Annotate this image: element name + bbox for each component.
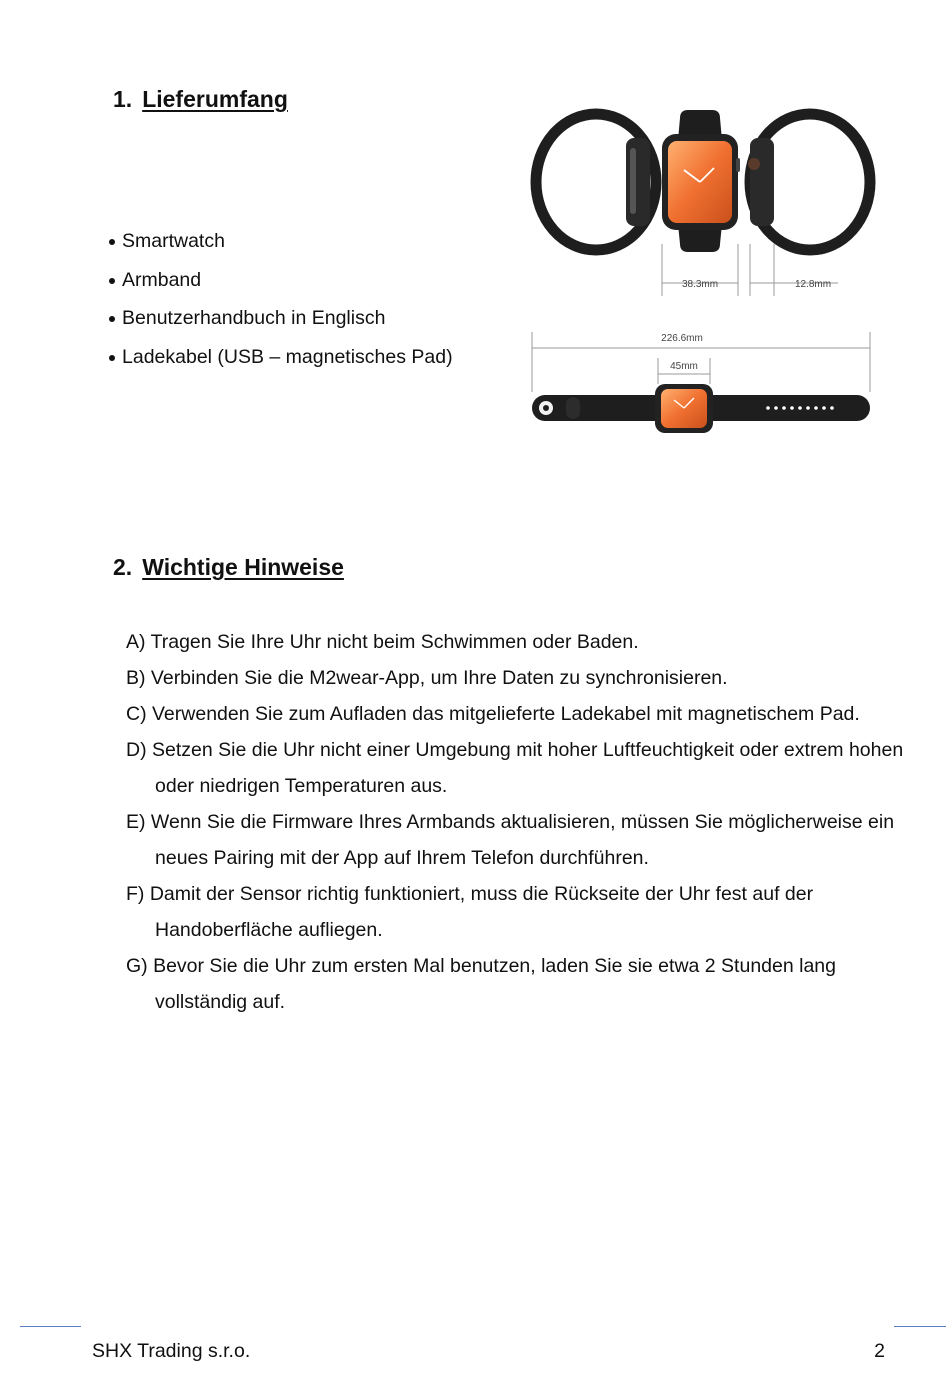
package-contents-list	[104, 222, 453, 376]
section-number: 1.	[113, 86, 133, 112]
bullet-icon	[109, 355, 115, 361]
section-heading-wichtige-hinweise	[113, 553, 344, 581]
note-item: B) Verbinden Sie die M2wear-App, um Ihre Daten zu synchronisieren.	[126, 667, 728, 689]
svg-text:38.3mm: 38.3mm	[681, 279, 719, 290]
list-item: Armband	[104, 261, 453, 300]
dimension-total-length	[532, 332, 870, 392]
svg-text:226.6mm: 226.6mm	[661, 333, 703, 344]
page-number: 2	[874, 1340, 885, 1362]
bullet-icon	[109, 239, 115, 245]
section-title: Wichtige Hinweise	[142, 554, 344, 580]
list-item: Smartwatch	[104, 222, 453, 261]
bullet-icon	[109, 278, 115, 284]
note-item: D) Setzen Sie die Uhr nicht einer Umgebung mit hoher Luftfeuchtigkeit oder extrem hohen oder niedrigen Temperaturen aus.	[126, 739, 904, 797]
watch-side-view-left	[536, 114, 656, 250]
section-title: Lieferumfang	[142, 86, 288, 112]
list-item: Benutzerhandbuch in Englisch	[104, 299, 453, 338]
note-item: C) Verwenden Sie zum Aufladen das mitgelieferte Ladekabel mit magnetischem Pad.	[126, 703, 860, 725]
note-item: F) Damit der Sensor richtig funktioniert, muss die Rückseite der Uhr fest auf der Handoberfläche aufliegen.	[126, 883, 814, 941]
bullet-icon	[109, 316, 115, 322]
list-item: Ladekabel (USB – magnetisches Pad)	[104, 338, 453, 377]
note-item: E) Wenn Sie die Firmware Ihres Armbands aktualisieren, müssen Sie möglicherweise ein neues Pairing mit der App auf Ihrem Telefon durchführen.	[126, 811, 895, 869]
footer-company-name: SHX Trading s.r.o.	[92, 1340, 251, 1362]
watch-flat-view	[532, 384, 870, 433]
dimension-case-size	[658, 358, 710, 384]
note-item: A) Tragen Sie Ihre Uhr nicht beim Schwimmen oder Baden.	[126, 631, 639, 653]
footer-divider-right	[894, 1326, 946, 1327]
note-item: G) Bevor Sie die Uhr zum ersten Mal benutzen, laden Sie sie etwa 2 Stunden lang vollständig auf.	[126, 955, 836, 1013]
important-notes-list	[126, 624, 916, 1020]
section-heading-lieferumfang	[113, 85, 288, 113]
watch-front-view	[662, 110, 740, 252]
footer-divider-left	[20, 1326, 81, 1327]
watch-side-view-right	[748, 114, 870, 250]
svg-text:12.8mm: 12.8mm	[794, 279, 832, 290]
svg-text:45mm: 45mm	[670, 361, 698, 372]
smartwatch-dimensions-figure	[498, 96, 878, 441]
section-number: 2.	[113, 554, 133, 580]
